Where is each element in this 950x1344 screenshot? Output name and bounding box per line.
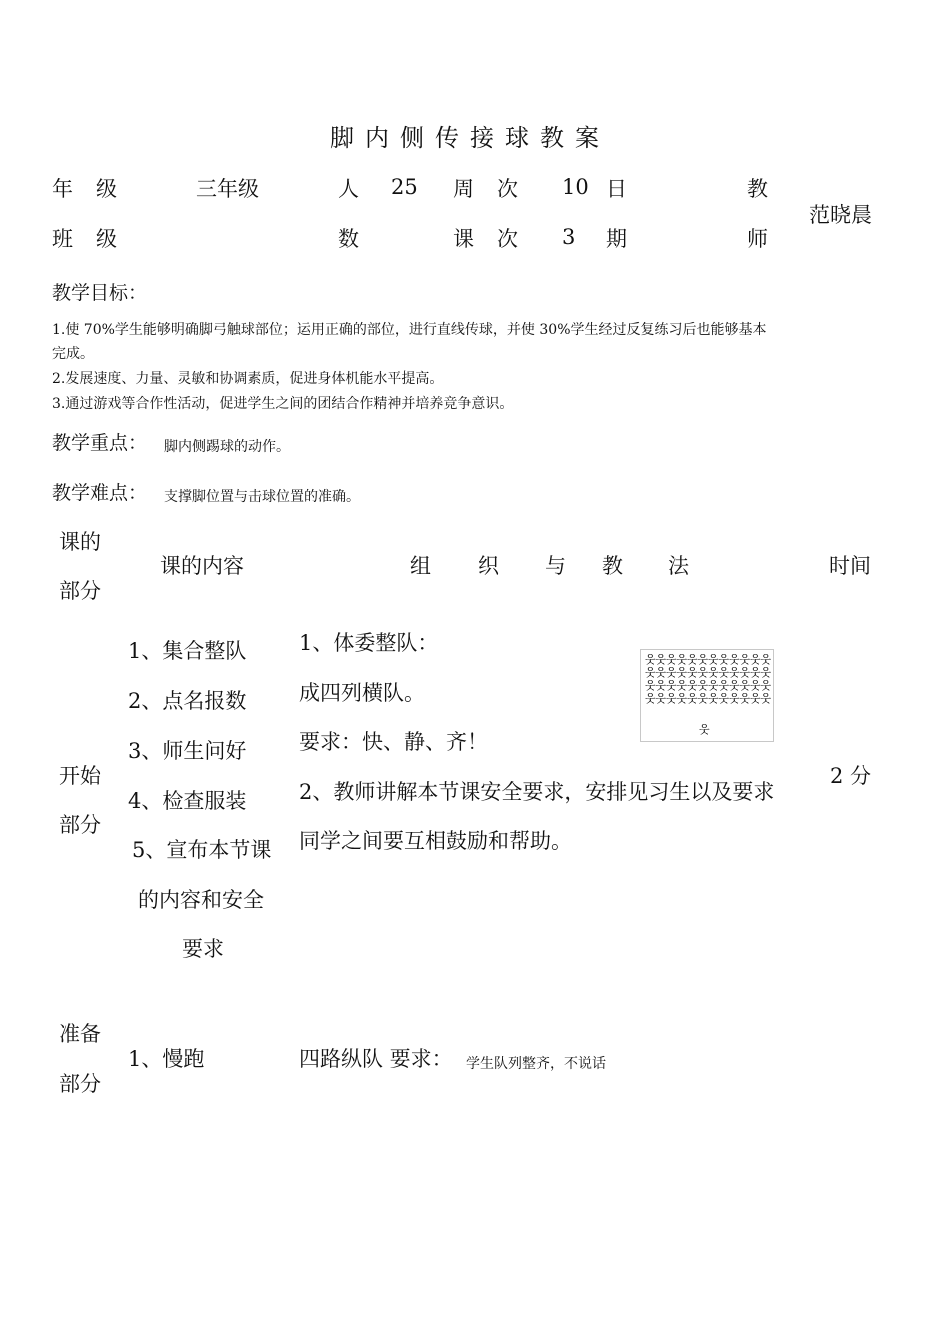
student-figure-icon: 웃 [697, 679, 709, 692]
prep-part-1: 准备 [59, 1022, 101, 1046]
page-title: 脚内侧传接球教案 [330, 124, 610, 152]
start-content-item: 要求 [182, 937, 224, 961]
header-org-5: 法 [668, 554, 689, 578]
start-content-item: 2、点名报数 [128, 689, 247, 713]
header-time: 时间 [829, 554, 871, 578]
student-figure-icon: 웃 [739, 679, 751, 692]
header-org-1: 组 [410, 554, 431, 578]
start-content-item: 1、集合整队 [128, 639, 247, 663]
start-method-line: 1、体委整队： [299, 631, 439, 655]
count-value: 25 [391, 175, 418, 199]
header-content: 课的内容 [160, 554, 244, 578]
lesson-label-1: 课 [453, 227, 474, 251]
grade-value: 三年级 [196, 177, 259, 201]
start-content-item: 的内容和安全 [138, 888, 264, 912]
key-point-label: 教学重点： [52, 432, 148, 454]
week-label-2: 次 [497, 177, 518, 201]
student-figure-icon: 웃 [655, 653, 667, 666]
lesson-label-2: 次 [497, 227, 518, 251]
header-part-2: 部分 [59, 579, 101, 603]
teacher-label-1: 教 [747, 177, 768, 201]
start-method-line: 成四列横队。 [299, 681, 425, 705]
grade-label-1: 年 [52, 177, 73, 201]
student-figure-icon: 웃 [676, 692, 688, 705]
student-figure-icon: 웃 [666, 666, 677, 679]
objective-line: 3.通过游戏等合作性活动，促进学生之间的团结合作精神并培养竞争意识。 [52, 396, 514, 412]
student-figure-icon: 웃 [666, 653, 677, 666]
student-figure-icon: 웃 [687, 666, 698, 679]
student-figure-icon: 웃 [718, 692, 730, 705]
header-org-2: 织 [478, 554, 499, 578]
student-figure-icon: 웃 [708, 666, 719, 679]
class-label-1: 班 [52, 227, 73, 251]
start-part-1: 开始 [59, 764, 101, 788]
student-figure-icon: 웃 [760, 653, 772, 666]
student-figure-icon: 웃 [729, 679, 740, 692]
teacher-label-2: 师 [747, 227, 768, 251]
start-method-line: 2、教师讲解本节课安全要求，安排见习生以及要求 [299, 780, 775, 804]
student-figure-icon: 웃 [739, 692, 751, 705]
student-figure-icon: 웃 [687, 692, 698, 705]
student-figure-icon: 웃 [739, 666, 751, 679]
formation-diagram [640, 649, 774, 742]
student-figure-icon: 웃 [697, 666, 709, 679]
difficulty-label: 教学难点： [52, 482, 148, 504]
lesson-value: 3 [562, 225, 576, 249]
student-figure-icon: 웃 [697, 692, 709, 705]
count-label-2: 数 [338, 227, 359, 251]
grade-label-2: 级 [96, 177, 117, 201]
start-part-2: 部分 [59, 813, 101, 837]
student-figure-icon: 웃 [687, 679, 698, 692]
student-figure-icon: 웃 [645, 653, 656, 666]
student-figure-icon: 웃 [750, 679, 761, 692]
student-figure-icon: 웃 [729, 692, 740, 705]
student-figure-icon: 웃 [655, 666, 667, 679]
start-content-item: 4、检查服装 [128, 789, 247, 813]
prep-part-2: 部分 [59, 1072, 101, 1096]
student-figure-icon: 웃 [666, 692, 677, 705]
week-value: 10 [562, 175, 589, 199]
student-figure-icon: 웃 [676, 666, 688, 679]
student-figure-icon: 웃 [655, 679, 667, 692]
week-label-1: 周 [453, 177, 474, 201]
student-figure-icon: 웃 [729, 666, 740, 679]
student-figure-icon: 웃 [708, 692, 719, 705]
student-figure-icon: 웃 [676, 679, 688, 692]
student-figure-icon: 웃 [718, 679, 730, 692]
start-method-line: 同学之间要互相鼓励和帮助。 [299, 829, 572, 853]
start-method-line: 要求：快、静、齐！ [299, 730, 488, 754]
objective-line: 2.发展速度、力量、灵敏和协调素质，促进身体机能水平提高。 [52, 371, 444, 387]
student-figure-icon: 웃 [655, 692, 667, 705]
start-content-item: 3、师生问好 [128, 739, 247, 763]
start-time: 2 分 [830, 764, 872, 788]
student-figure-icon: 웃 [750, 653, 761, 666]
objective-line: 完成。 [52, 346, 94, 362]
student-figure-icon: 웃 [708, 653, 719, 666]
header-org-3: 与 [545, 554, 566, 578]
objectives-heading: 教学目标： [52, 282, 148, 304]
student-figure-icon: 웃 [760, 679, 772, 692]
student-figure-icon: 웃 [729, 653, 740, 666]
student-figure-icon: 웃 [645, 666, 656, 679]
student-figure-icon: 웃 [718, 666, 730, 679]
prep-method: 四路纵队 要求： [299, 1047, 453, 1071]
count-label-1: 人 [338, 177, 359, 201]
student-figure-icon: 웃 [697, 653, 709, 666]
student-figure-icon: 웃 [760, 666, 772, 679]
date-label-1: 日 [606, 177, 627, 201]
student-figure-icon: 웃 [750, 666, 761, 679]
start-content-item: 5、宣布本节课 [132, 838, 272, 862]
prep-method-note: 学生队列整齐，不说话 [466, 1056, 606, 1072]
student-figure-icon: 웃 [676, 653, 688, 666]
date-label-2: 期 [606, 227, 627, 251]
teacher-value: 范晓晨 [809, 203, 872, 227]
student-figure-icon: 웃 [750, 692, 761, 705]
class-label-2: 级 [96, 227, 117, 251]
teacher-figure-icon: 웃 [699, 723, 710, 736]
header-part-1: 课的 [59, 530, 101, 554]
prep-content: 1、慢跑 [128, 1047, 205, 1071]
student-figure-icon: 웃 [645, 692, 656, 705]
objective-line: 1.使 70%学生能够明确脚弓触球部位；运用正确的部位，进行直线传球，并使 30%学生经过反复练习后也能够基本 [52, 322, 767, 338]
difficulty-value: 支撑脚位置与击球位置的准确。 [164, 489, 360, 505]
student-figure-icon: 웃 [687, 653, 698, 666]
student-figure-icon: 웃 [666, 679, 677, 692]
header-org-4: 教 [602, 554, 623, 578]
student-figure-icon: 웃 [739, 653, 751, 666]
student-figure-icon: 웃 [718, 653, 730, 666]
student-figure-icon: 웃 [708, 679, 719, 692]
student-figure-icon: 웃 [645, 679, 656, 692]
student-figure-icon: 웃 [760, 692, 772, 705]
key-point-value: 脚内侧踢球的动作。 [164, 439, 290, 455]
